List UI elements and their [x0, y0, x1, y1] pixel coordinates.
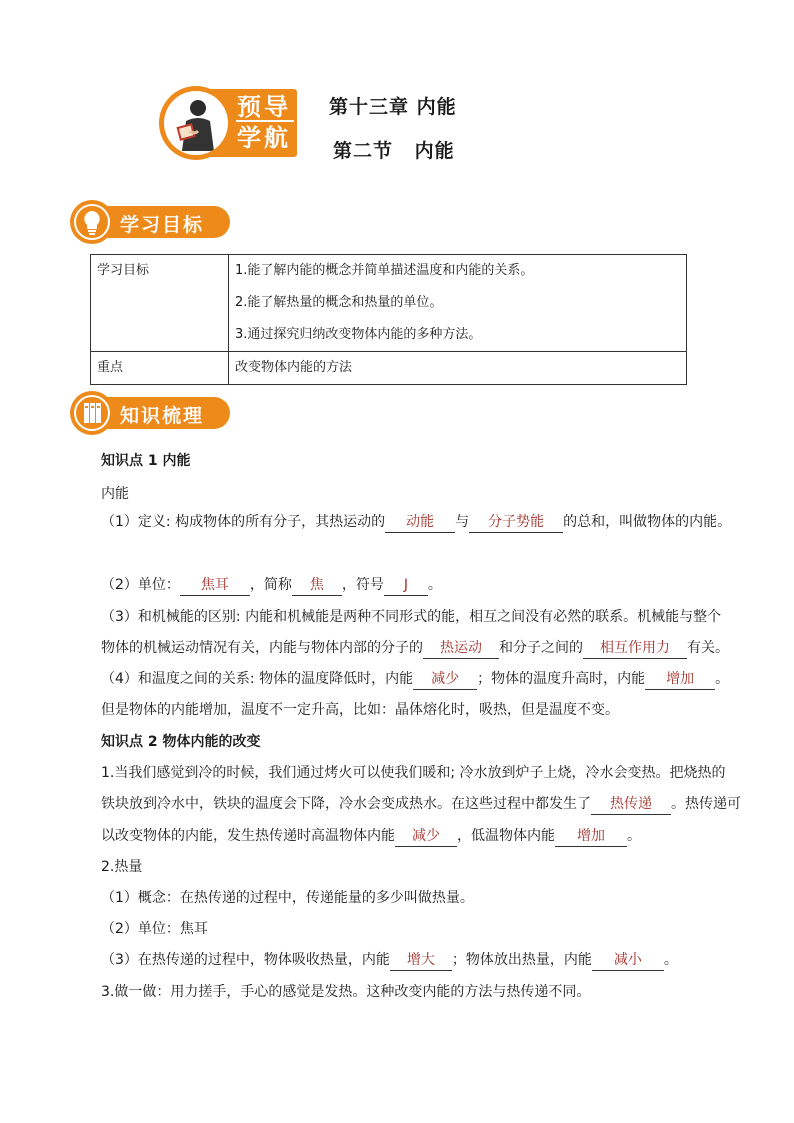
chapter-badge: [159, 86, 301, 160]
k2-heat-transfer: （3）在热传递的过程中，物体吸收热量，内能 增大 ；物体放出热量，内能 减小 。: [101, 950, 678, 971]
section-title: 第二节 内能: [333, 140, 455, 162]
k1-definition: （1）定义: 构成物体的所有分子，其热运动的 动能 与 分子势能 的总和，叫做物体的内能。: [101, 512, 731, 533]
lightbulb-icon: [70, 200, 114, 244]
k2-heat-unit: （2）单位：焦耳: [101, 921, 208, 937]
goals-section-title: 学习目标: [120, 214, 205, 236]
reading-person-icon: [164, 91, 228, 155]
k1-title: 知识点 1 内能: [101, 453, 191, 469]
badge-line-1: 预导: [237, 92, 291, 121]
chapter-title: 第十三章 内能: [329, 96, 457, 118]
k2-try: 3.做一做：用力搓手，手心的感觉是发热。这种改变内能的方法与热传递不同。: [101, 984, 591, 1000]
table-cell: [229, 255, 687, 352]
answer-blank: 热运动: [423, 638, 499, 659]
answer-blank: 减少: [413, 669, 477, 690]
answer-blank: 焦耳: [180, 575, 250, 596]
goal-item: 3.通过探究归纳改变物体内能的多种方法。: [235, 327, 482, 342]
goal-item: 1.能了解内能的概念并简单描述温度和内能的关系。: [235, 263, 534, 278]
k2-title: 知识点 2 物体内能的改变: [101, 734, 261, 750]
goals-section-header: [70, 200, 230, 244]
answer-blank: 动能: [385, 512, 455, 533]
answer-blank: 焦: [292, 575, 342, 596]
badge-circle: [159, 86, 233, 160]
k1-temperature-line2: 但是物体的内能增加，温度不一定升高，比如：晶体熔化时，吸热，但是温度不变。: [101, 702, 619, 718]
goals-table: [90, 254, 687, 385]
badge-line-2: 学航: [237, 123, 291, 152]
answer-blank: 增加: [555, 826, 627, 847]
answer-blank: 分子势能: [469, 512, 563, 533]
answer-blank: J: [384, 575, 428, 596]
table-row: [91, 255, 687, 352]
knowledge-section-header: [70, 391, 230, 435]
k2-heat-title: 2.热量: [101, 859, 143, 875]
answer-blank: 热传递: [591, 794, 671, 815]
k1-mechanical-line1: （3）和机械能的区别: 内能和机械能是两种不同形式的能，相互之间没有必然的联系。机械能与整个: [101, 609, 722, 625]
table-header-cell: 学习目标: [91, 255, 229, 352]
books-icon: [70, 391, 114, 435]
k1-mechanical-line2: 物体的机械运动情况有关，内能与物体内部的分子的 热运动 和分子之间的 相互作用力 有关。: [101, 638, 729, 659]
answer-blank: 减小: [592, 950, 664, 971]
table-header-cell: 重点: [91, 352, 229, 385]
badge-text: [237, 92, 295, 154]
goal-item: 2.能了解热量的概念和热量的单位。: [235, 295, 443, 310]
k2-para1-line1: 1.当我们感觉到冷的时候，我们通过烤火可以使我们暖和; 冷水放到炉子上烧，冷水会变热。把烧热的: [101, 765, 726, 781]
k2-para1-line3: 以改变物体的内能，发生热传递时高温物体内能 减少 ，低温物体内能 增加 。: [101, 826, 641, 847]
k2-para1-line2: 铁块放到冷水中，铁块的温度会下降，冷水会变成热水。在这些过程中都发生了 热传递 。热传递可: [101, 794, 741, 815]
k1-subtitle: 内能: [101, 486, 129, 502]
k1-unit: （2）单位： 焦耳 ，简称 焦 ，符号 J 。: [101, 575, 442, 596]
answer-blank: 减少: [395, 826, 457, 847]
k2-heat-concept: （1）概念：在热传递的过程中，传递能量的多少叫做热量。: [101, 890, 474, 906]
focus-value: 改变物体内能的方法: [235, 360, 353, 375]
knowledge-section-title: 知识梳理: [120, 405, 205, 427]
table-cell: [229, 352, 687, 385]
answer-blank: 增加: [645, 669, 715, 690]
table-row: [91, 352, 687, 385]
answer-blank: 相互作用力: [583, 638, 687, 659]
answer-blank: 增大: [390, 950, 452, 971]
k1-temperature-line1: （4）和温度之间的关系: 物体的温度降低时，内能 减少 ；物体的温度升高时，内能 增加 。: [101, 669, 729, 690]
